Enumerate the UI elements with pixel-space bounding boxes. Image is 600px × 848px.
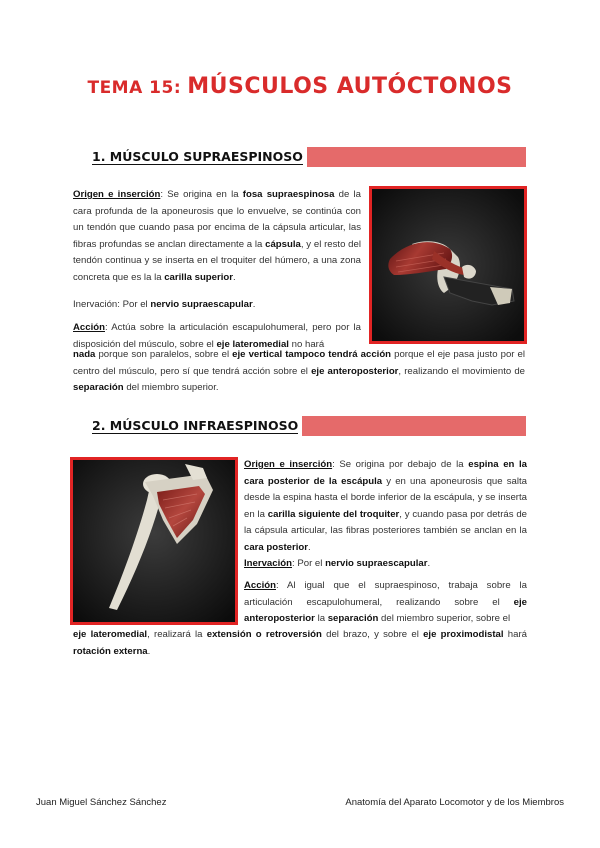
bold-term: extensión o retroversión [206,629,322,640]
text-run: : Se origina en la [160,189,243,200]
text-run: hará [503,629,528,640]
infraespinoso-illustration [73,460,235,622]
text-run: , realizando el movimiento de [398,365,525,377]
section-2-origen [244,457,527,556]
bold-term: carilla superior [164,271,233,283]
text-run: la [314,613,328,624]
section-2-accion-b [73,627,527,660]
text-run: , realizará la [147,629,207,640]
bold-term: eje proximodistal [423,629,504,640]
text-run: . [427,558,431,569]
bold-term: separación [73,382,124,393]
text-run: . [252,299,256,310]
section-2-heading: 2. MÚSCULO INFRAESPINOSO [88,416,302,436]
text-run: : Actúa sobre la articulación escapulohumeral, pero por la disposición del músculo, sobre el [73,322,361,350]
section-2-inervacion [244,556,527,573]
title-prefix: TEMA 15: [87,78,182,98]
field-label: Origen e inserción [73,189,161,200]
bold-term: cápsula [265,238,301,250]
text-run: , y el resto del tendón continua y se inserta en el troquiter del húmero, a una zona concreta que es la la [73,238,361,283]
bold-term: fosa supraespinosa [242,189,335,200]
infraespinoso-image [70,457,238,625]
bold-term: cara posterior [244,541,308,553]
bold-term: separación [327,613,379,624]
text-run: : Por el [292,558,326,569]
footer-author: Juan Miguel Sánchez Sánchez [36,797,167,808]
section-1-accion-b [73,347,525,397]
page-title [0,74,600,99]
field-label: Acción [73,322,105,333]
bold-term: espina en la cara posterior de la escápula [244,459,528,487]
bold-term: nervio supraescapular [150,299,253,310]
text-run: porque el eje pasa justo por el centro del músculo, pero sí que tendrá acción sobre el [73,349,526,377]
footer-subject: Anatomía del Aparato Locomotor y de los Miembros [345,797,564,808]
text-run: de la cara profunda de la aponeurosis que lo envuelve, se continúa con un tendón que cuando pasa por encima de la cápsula articular, las fibras profundas se anclan directamente a la [73,189,361,250]
text-run: del miembro superior, sobre el [378,613,511,624]
field-label: Acción [244,580,276,591]
bold-term: rotación externa [73,645,148,657]
supraespinoso-illustration [372,189,524,341]
section-1-heading: 1. MÚSCULO SUPRAESPINOSO [88,147,307,167]
text-run: : Al igual que el supraespinoso, trabaja sobre la articulación escapulohumeral, realizando sobre el [244,580,527,608]
text-run: , y cuando pasa por detrás de la cápsula articular, las fibras posteriores también se anclan en la [244,508,527,536]
bold-term: eje lateromedial [73,629,148,640]
text-run: . [147,645,151,657]
text-run: y en una aponeurosis que salta desde la espina hasta el borde inferior de la escápula, y se inserta en la [244,475,527,520]
text-run: del miembro superior. [123,382,219,393]
section-2-accion-a [244,578,527,628]
text-run: porque son paralelos, sobre el [95,349,233,360]
bold-term: eje anteroposterior [311,365,399,377]
supraespinoso-image [369,186,527,344]
field-label: Origen e inserción [244,459,333,470]
text-run: no hará [288,338,325,350]
bold-term: carilla siguiente del troquiter [267,508,400,520]
text-run: . [308,541,311,553]
text-run: : Se origina por debajo de la [332,459,469,470]
text-run: del brazo, y sobre el [321,629,424,640]
title-main: MÚSCULOS AUTÓCTONOS [187,74,513,99]
bold-term: eje lateromedial [216,338,289,350]
text-run: . [233,271,236,283]
bold-term: eje vertical tampoco tendrá acción [232,349,392,360]
section-1-origen [73,187,361,286]
text-run: Inervación: Por el [73,299,151,310]
section-1-inervacion [73,297,361,314]
bold-term: nervio supraescapular [325,558,428,569]
field-label: Inervación [244,558,292,569]
bold-term: nada [73,349,96,360]
bold-term: eje anteroposterior [244,596,527,624]
